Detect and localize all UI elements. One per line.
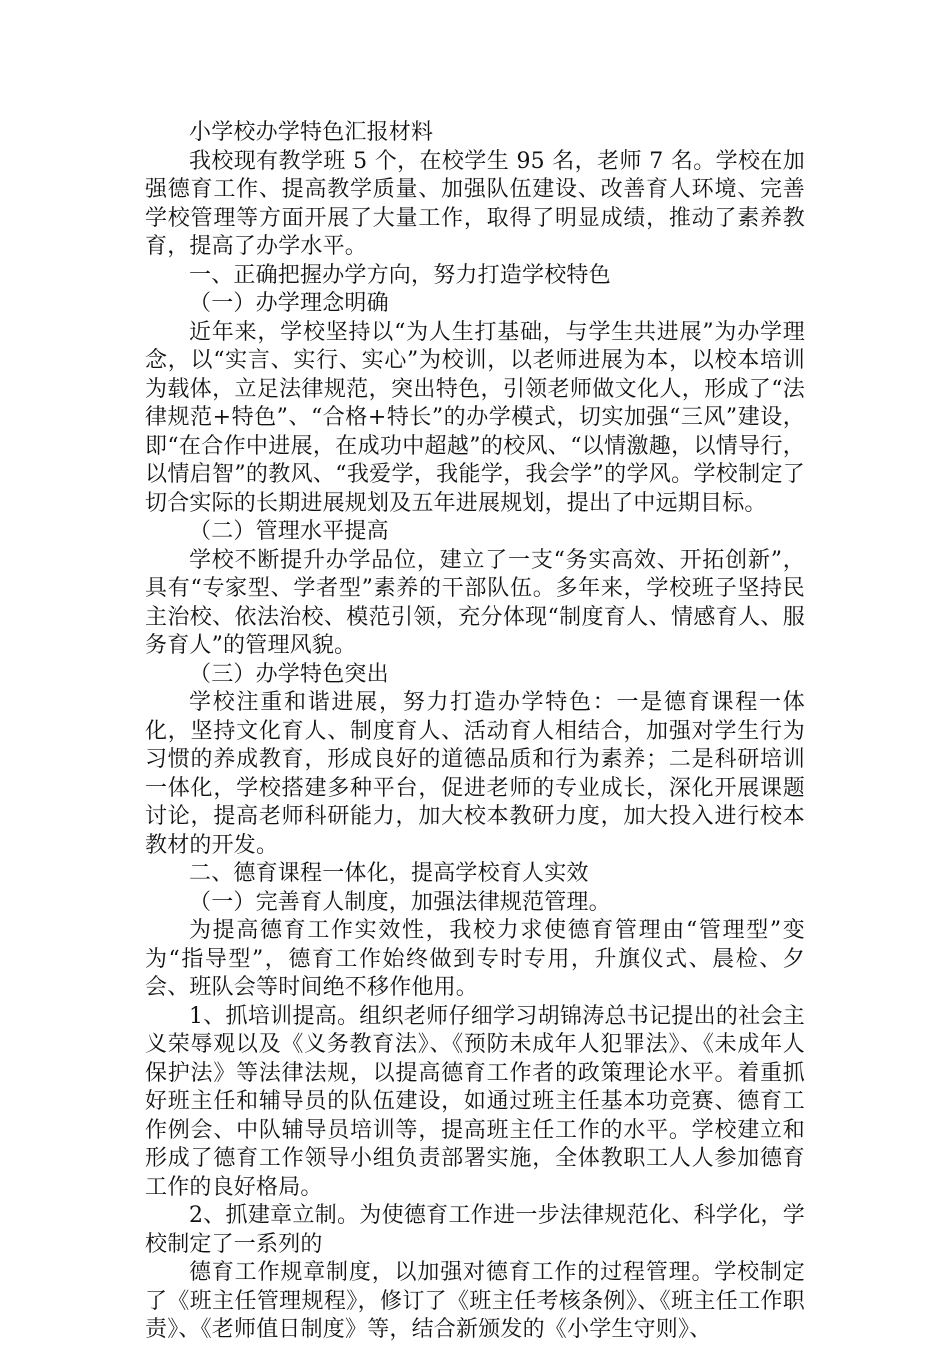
- paragraph-regulations: 2、抓建章立制。为使德育工作进一步法律规范化、科学化，学校制定了一系列的: [145, 1203, 805, 1257]
- subsection-heading-1-1: （一）办学理念明确: [189, 291, 389, 316]
- document-title: 小学校办学特色汇报材料: [189, 120, 434, 145]
- subsection-heading-1-2: （二）管理水平提高: [189, 519, 389, 544]
- subsection-heading-2-1: （一）完善育人制度，加强法律规范管理。: [189, 889, 611, 915]
- section-heading-2: 二、德育课程一体化，提高学校育人实效: [189, 861, 589, 886]
- paragraph-management: 学校不断提升办学品位，建立了一支“务实高效、开拓创新”，具有“专家型、学者型”素养的干部队伍。多年来，学校班子坚持民主治校、依法治校、模范引领，充分体现“制度育人、情感育人、服务育人”的管理风貌。: [145, 547, 805, 658]
- subsection-heading-1-3: （三）办学特色突出: [189, 661, 389, 687]
- paragraph-regulations-continued: 德育工作规章制度，以加强对德育工作的过程管理。学校制定了《班主任管理规程》，修订了《班主任考核条例》、《班主任工作职责》、《老师值日制度》等，结合新颁发的《小学生守则》、: [145, 1260, 805, 1342]
- document-body: [145, 119, 805, 1345]
- paragraph-intro: 我校现有教学班 5 个，在校学生 95 名，老师 7 名。学校在加强德育工作、提高教学质量、加强队伍建设、改善育人环境、完善学校管理等方面开展了大量工作，取得了明显成绩，推动了素养教育，提高了办学水平。: [145, 148, 805, 259]
- paragraph-moral-effectiveness: 为提高德育工作实效性，我校力求使德育管理由“管理型”变为“指导型”，德育工作始终做到专时专用，升旗仪式、晨检、夕会、班队会等时间绝不移作他用。: [145, 918, 805, 1000]
- paragraph-features: 学校注重和谐进展，努力打造办学特色：一是德育课程一体化，坚持文化育人、制度育人、活动育人相结合，加强对学生行为习惯的养成教育，形成良好的道德品质和行为素养；二是科研培训一体化，学校搭建多种平台，促进老师的专业成长，深化开展课题讨论，提高老师科研能力，加大校本教研力度，加大投入进行校本教材的开发。: [145, 690, 805, 858]
- paragraph-philosophy: 近年来，学校坚持以“为人生打基础，与学生共进展”为办学理念，以“实言、实行、实心”为校训，以老师进展为本，以校本培训为载体，立足法律规范，突出特色，引领老师做文化人，形成了“法律规范+特色”、“合格+特长”的办学模式，切实加强“三风”建设，即“在合作中进展，在成功中超越”的校风、“以情激趣，以情导行，以情启智”的教风、“我爱学，我能学，我会学”的学风。学校制定了切合实际的长期进展规划及五年进展规划，提出了中远期目标。: [145, 319, 805, 516]
- paragraph-training: 1、抓培训提高。组织老师仔细学习胡锦涛总书记提出的社会主义荣辱观以及《义务教育法》、《预防未成年人犯罪法》、《未成年人保护法》等法律法规，以提高德育工作者的政策理论水平。着重抓好班主任和辅导员的队伍建设，如通过班主任基本功竞赛、德育工作例会、中队辅导员培训等，提高班主任工作的水平。学校建立和形成了德育工作领导小组负责部署实施，全体教职工人人参加德育工作的良好格局。: [145, 1003, 805, 1200]
- section-heading-1: 一、正确把握办学方向，努力打造学校特色: [189, 262, 611, 288]
